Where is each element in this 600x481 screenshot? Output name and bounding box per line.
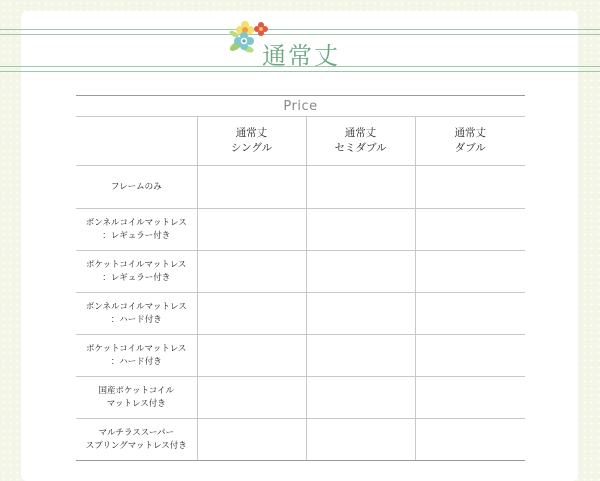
price-cell bbox=[415, 335, 525, 377]
price-cell bbox=[197, 293, 306, 335]
column-header bbox=[306, 117, 415, 166]
price-cell bbox=[197, 377, 306, 419]
row-label-line: ：ハード付き bbox=[110, 314, 162, 325]
table-row bbox=[76, 293, 525, 335]
price-cell bbox=[197, 209, 306, 251]
price-cell bbox=[415, 251, 525, 293]
row-label bbox=[76, 377, 197, 419]
column-header-line: 通常丈 bbox=[235, 127, 268, 139]
column-header-line: 通常丈 bbox=[344, 127, 377, 139]
row-label-line: スプリングマットレス付き bbox=[85, 440, 187, 451]
price-cell bbox=[306, 293, 415, 335]
table-row bbox=[76, 166, 525, 209]
price-cell bbox=[415, 166, 525, 209]
price-cell bbox=[306, 377, 415, 419]
row-label-line: ポケットコイルマットレス bbox=[86, 343, 187, 354]
price-cell bbox=[415, 209, 525, 251]
row-label-line: ：ハード付き bbox=[110, 356, 162, 367]
table-row bbox=[76, 209, 525, 251]
price-cell bbox=[415, 377, 525, 419]
price-cell bbox=[197, 251, 306, 293]
price-cell bbox=[197, 419, 306, 461]
price-cell bbox=[306, 251, 415, 293]
row-label-line: ：レギュラー付き bbox=[102, 230, 171, 241]
row-label-line: ボンネルコイルマットレス bbox=[85, 301, 187, 312]
row-label-line: 国産ポケットコイル bbox=[98, 385, 174, 396]
column-header bbox=[415, 117, 525, 166]
table-row bbox=[76, 335, 525, 377]
row-label bbox=[76, 293, 197, 335]
row-label bbox=[76, 335, 197, 377]
column-header-line: セミダブル bbox=[334, 142, 387, 154]
column-header-line: 通常丈 bbox=[454, 127, 487, 139]
price-cell bbox=[197, 166, 306, 209]
row-label-line: ボンネルコイルマットレス bbox=[85, 217, 187, 228]
row-label-line: マルチラススーパー bbox=[98, 427, 174, 438]
table-row bbox=[76, 419, 525, 461]
row-label bbox=[76, 251, 197, 293]
column-header-line: ダブル bbox=[454, 142, 486, 154]
price-cell bbox=[415, 419, 525, 461]
price-cell bbox=[197, 335, 306, 377]
price-cell bbox=[306, 335, 415, 377]
row-label-line: ポケットコイルマットレス bbox=[86, 259, 187, 270]
row-label-line: マットレス付き bbox=[106, 398, 166, 409]
row-label-line: ：レギュラー付き bbox=[102, 272, 171, 283]
price-cell bbox=[415, 293, 525, 335]
table-row bbox=[76, 251, 525, 293]
price-table bbox=[76, 95, 525, 461]
row-label bbox=[76, 419, 197, 461]
column-header-line: シングル bbox=[230, 142, 273, 154]
price-caption: Price bbox=[76, 96, 525, 117]
price-cell bbox=[306, 209, 415, 251]
column-header bbox=[197, 117, 306, 166]
title-stripe bbox=[0, 71, 600, 72]
price-cell bbox=[306, 419, 415, 461]
table-row bbox=[76, 377, 525, 419]
title-block bbox=[228, 16, 358, 70]
row-label bbox=[76, 166, 197, 209]
page-title: 通常丈 bbox=[262, 42, 340, 70]
row-label bbox=[76, 209, 197, 251]
row-label-line: フレームのみ bbox=[110, 181, 162, 192]
empty-header-cell bbox=[76, 117, 197, 166]
price-cell bbox=[306, 166, 415, 209]
